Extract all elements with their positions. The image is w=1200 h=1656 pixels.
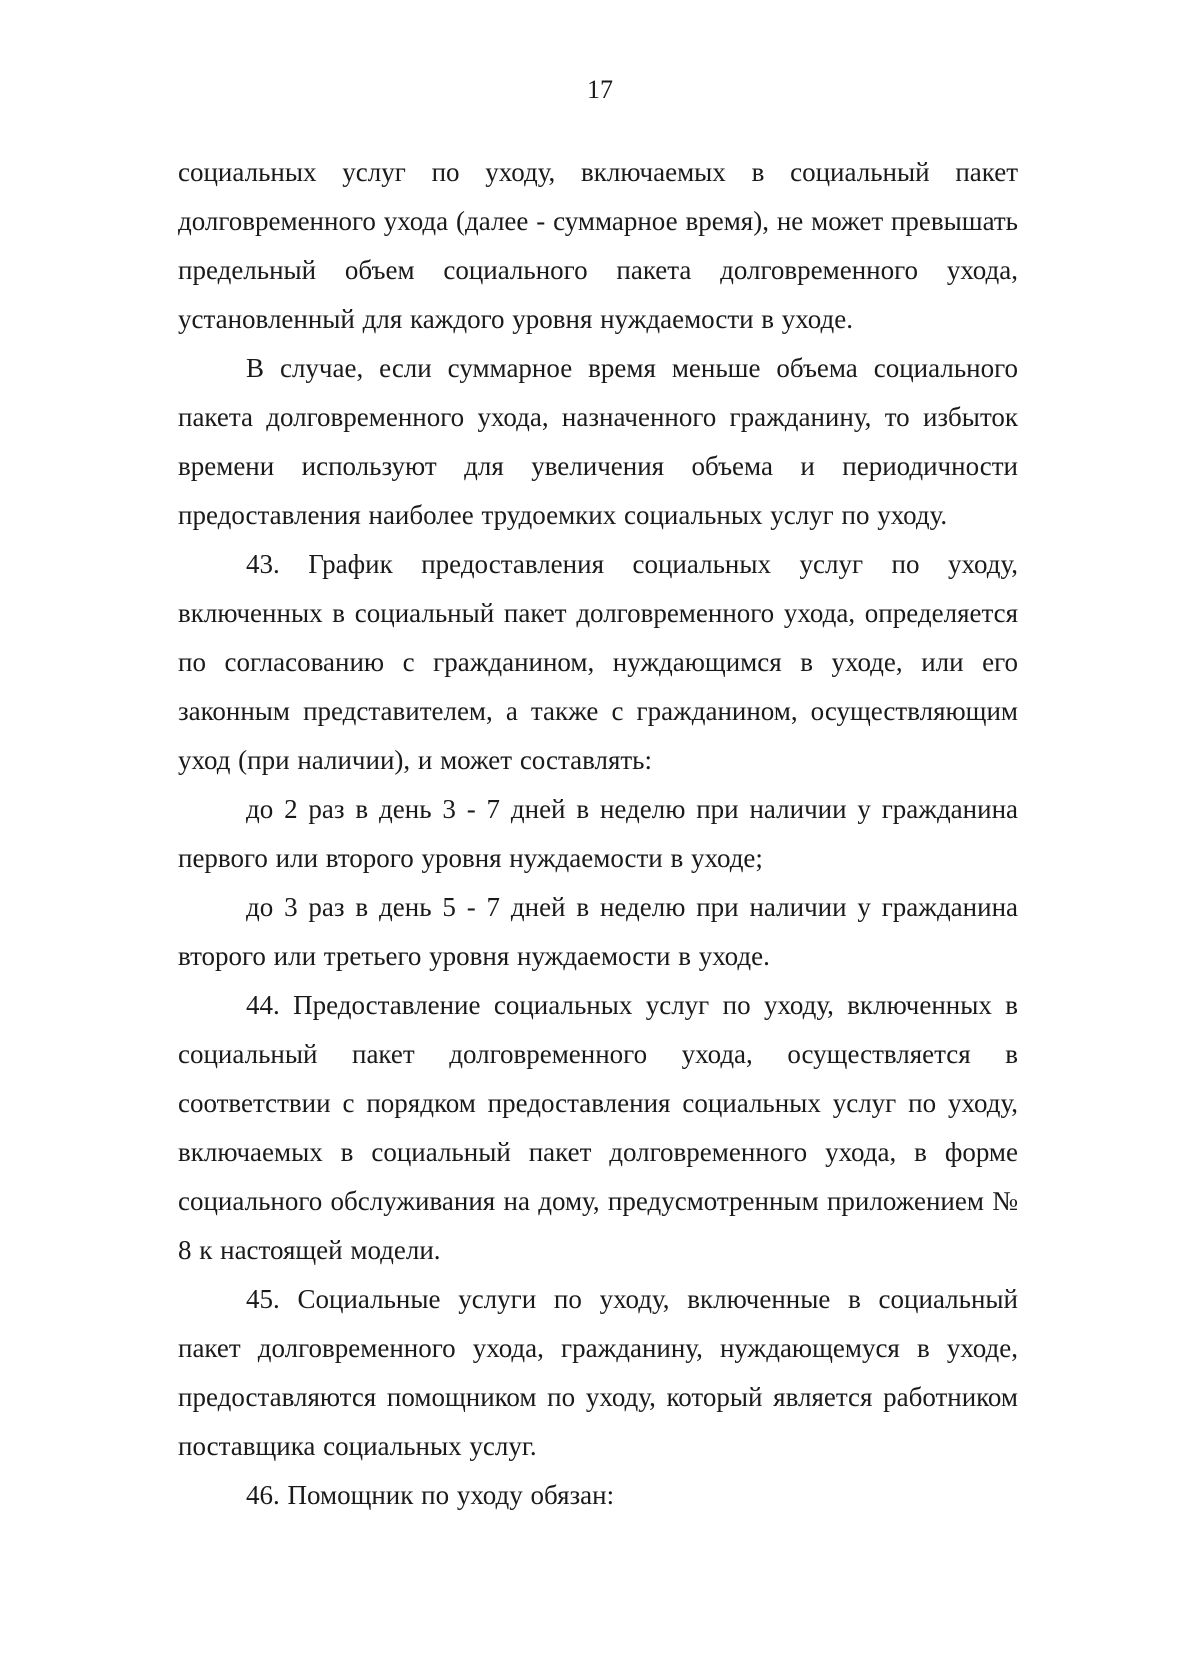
paragraph-schedule-option-2: до 3 раз в день 5 - 7 дней в неделю при наличии у гражданина второго или третьего уровня нуждаемости в уходе. — [178, 892, 1018, 971]
document-body — [178, 148, 1018, 1520]
paragraph-45-care-assistant: 45. Социальные услуги по уходу, включенные в социальный пакет долговременного ухода, гражданину, нуждающемуся в уходе, предоставляются помощником по уходу, который является работником поставщика социальных услуг. — [178, 1284, 1018, 1461]
paragraph-43-schedule: 43. График предоставления социальных услуг по уходу, включенных в социальный пакет долговременного ухода, определяется по согласованию с гражданином, нуждающимся в уходе, или его законным представителем, а также с гражданином, осуществляющим уход (при наличии), и может составлять: — [178, 549, 1018, 775]
paragraph-continuation: социальных услуг по уходу, включаемых в социальный пакет долговременного ухода (далее - суммарное время), не может превышать предельный объем социального пакета долговременного ухода, установленный для каждого уровня нуждаемости в уходе. — [178, 157, 1018, 334]
paragraph-schedule-option-1: до 2 раз в день 3 - 7 дней в неделю при наличии у гражданина первого или второго уровня нуждаемости в уходе; — [178, 794, 1018, 873]
page-number: 17 — [587, 75, 613, 104]
paragraph-44-provision: 44. Предоставление социальных услуг по уходу, включенных в социальный пакет долговременного ухода, осуществляется в соответствии с порядком предоставления социальных услуг по уходу, включаемых в социальный пакет долговременного ухода, в форме социального обслуживания на дому, предусмотренным приложением № 8 к настоящей модели. — [178, 990, 1018, 1265]
paragraph-surplus-time: В случае, если суммарное время меньше объема социального пакета долговременного ухода, назначенного гражданину, то избыток времени используют для увеличения объема и периодичности предоставления наиболее трудоемких социальных услуг по уходу. — [178, 353, 1018, 530]
paragraph-46-duties: 46. Помощник по уходу обязан: — [246, 1480, 615, 1510]
